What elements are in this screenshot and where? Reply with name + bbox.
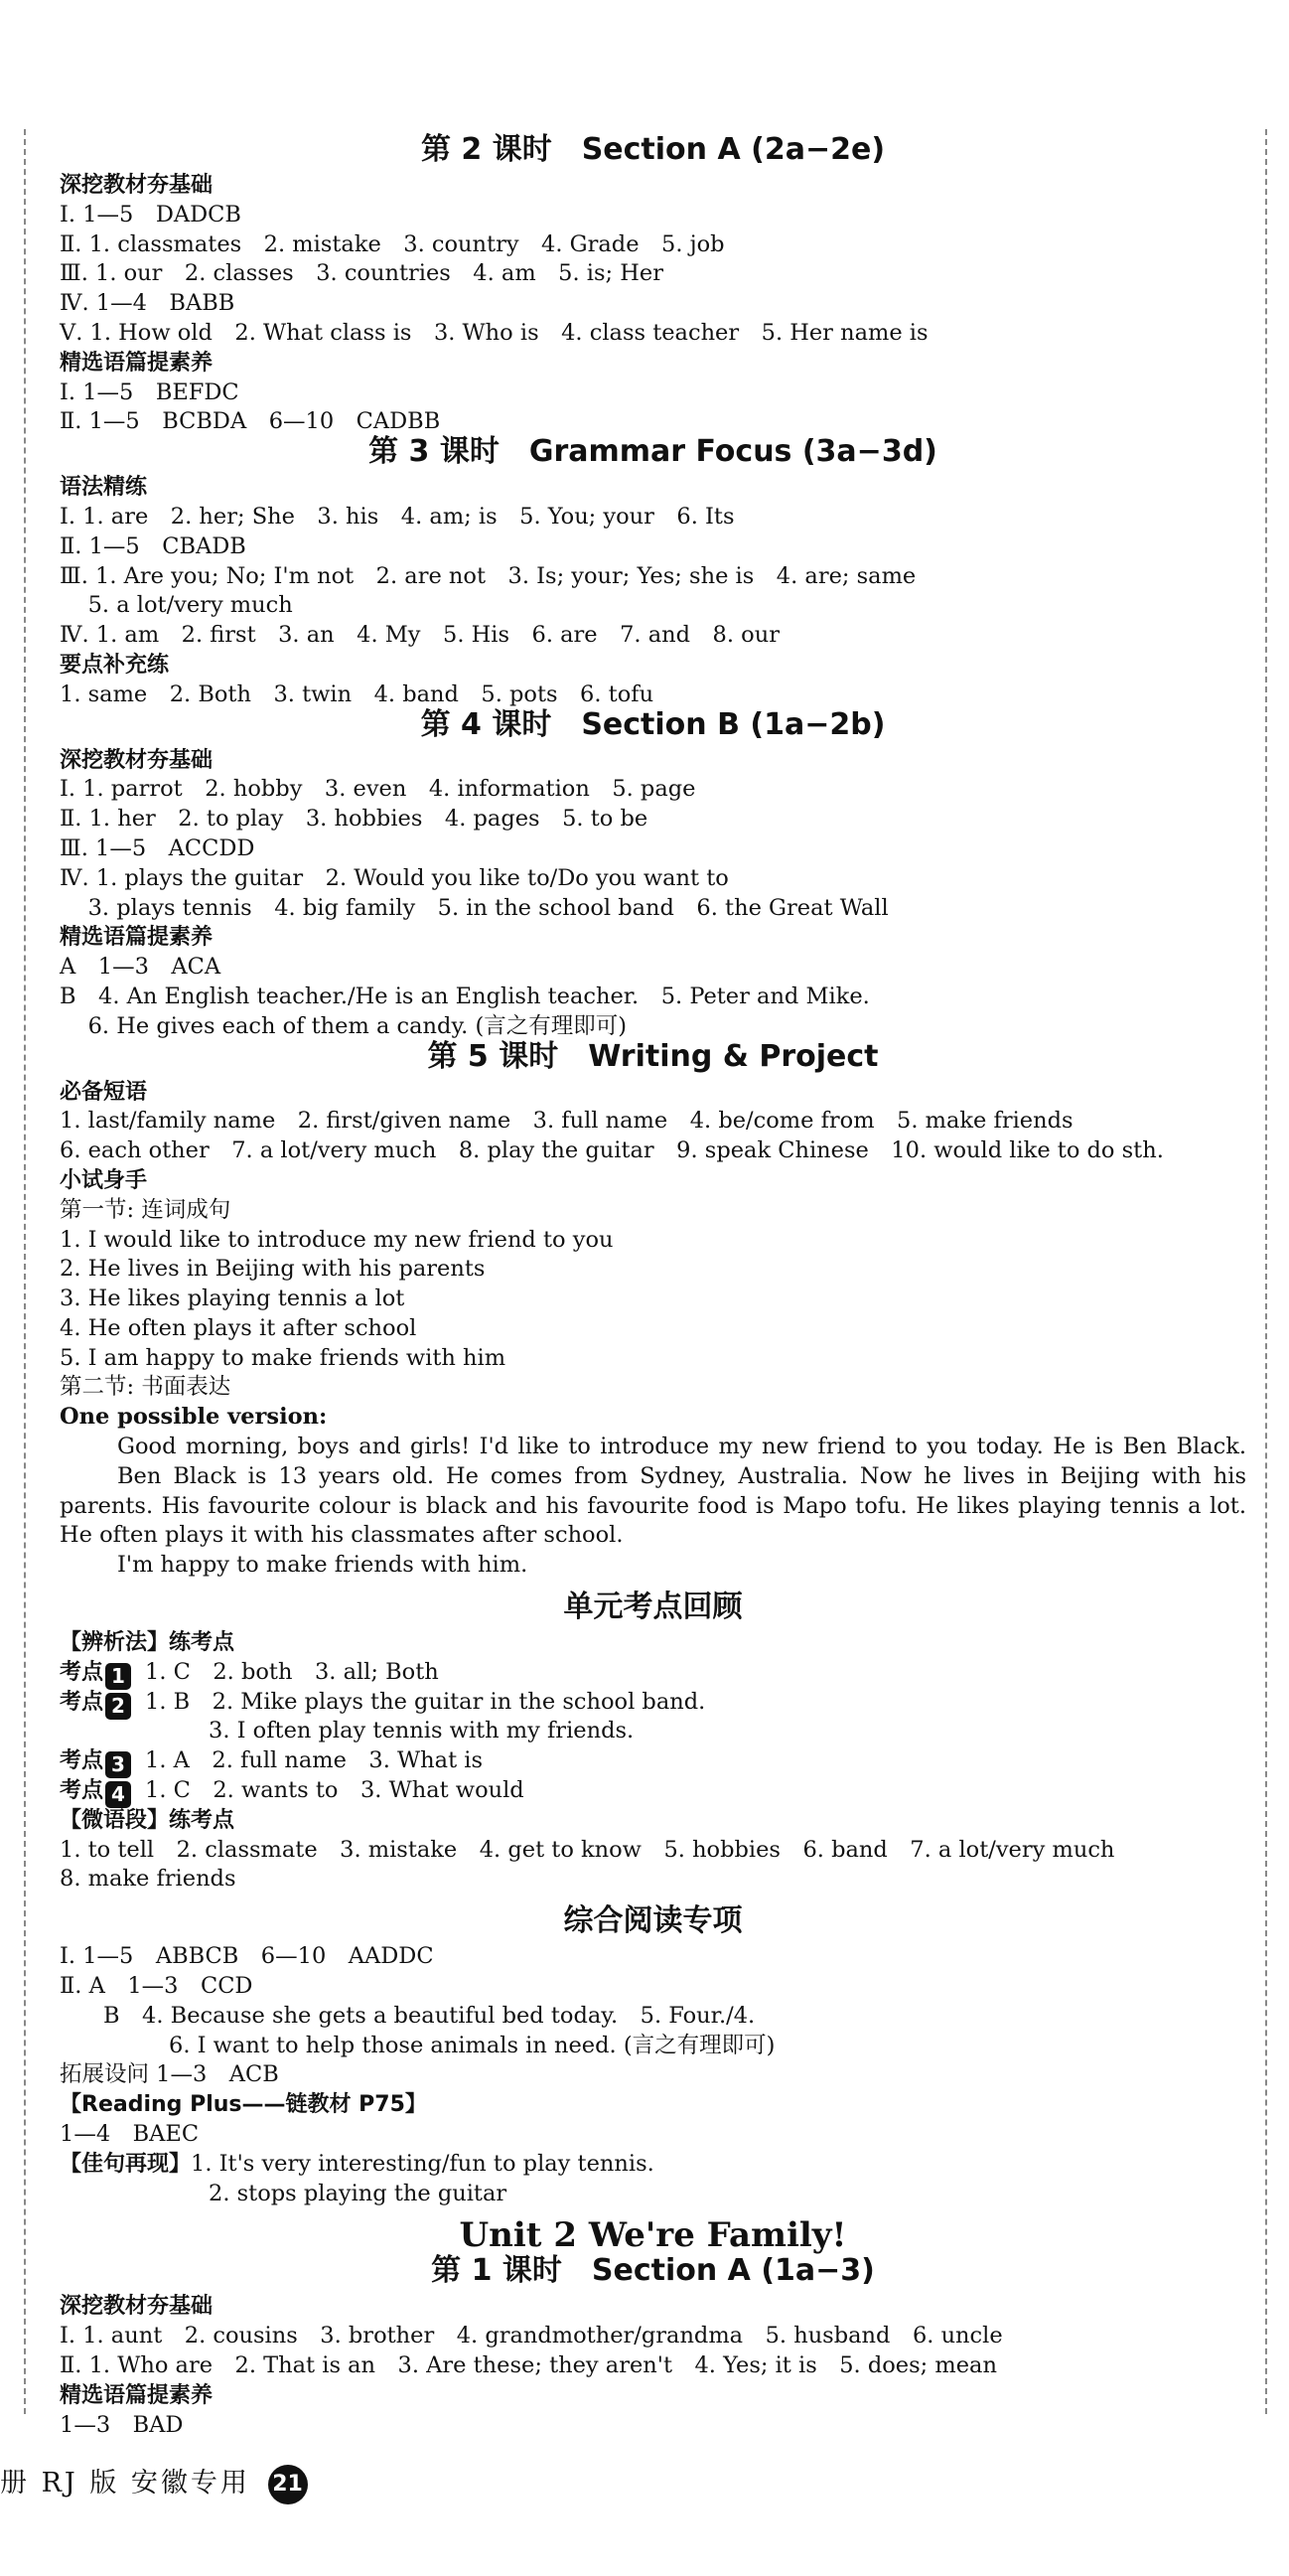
answer-line: 2. He lives in Beijing with his parents [60,1256,486,1283]
section-heading: 深挖教材夯基础 [60,2294,214,2320]
answer-line: 1—3 BAD [60,2411,184,2438]
answer-line: 6. I want to help those animals in need. (言之有理即可) [169,2032,776,2058]
answer-line: 1. I would like to introduce my new friend to you [60,1226,614,1253]
section-heading: 精选语篇提素养 [60,350,214,376]
answer-key-content [60,132,1246,2440]
answer-line: Ⅳ. 1. am 2. first 3. an 4. My 5. His 6. are 7. and 8. our [60,622,780,649]
left-dashed-margin [24,129,26,2414]
answer-line: 3. He likes playing tennis a lot [60,1286,405,1312]
kaodian-row [60,1776,1246,1806]
reading-title: 综合阅读专项 [563,1903,743,1939]
answer-line: 1. It's very interesting/fun to play tennis. [191,2150,654,2177]
answer-line: 1. C 2. wants to 3. What would [145,1777,524,1804]
section-heading: 必备短语 [60,1079,148,1105]
answer-line: 1. A 2. full name 3. What is [145,1747,484,1774]
answer-line: 1. C 2. both 3. all; Both [145,1658,439,1685]
kaodian-row [60,1688,1246,1718]
answer-line: 6. each other 7. a lot/very much 8. play the guitar 9. speak Chinese 10. would like to do sth. [60,1137,1164,1164]
section-heading: 精选语篇提素养 [60,925,214,951]
kaodian-number-badge: 2 [105,1693,131,1720]
answer-line: Ⅱ. 1. Who are 2. That is an 3. Are these; they aren't 4. Yes; it is 5. does; mean [60,2352,997,2378]
section-heading: 深挖教材夯基础 [60,173,214,198]
kaodian-label: 考点 [60,1778,104,1804]
essay-line: parents. His favourite colour is black and his favourite food is Mapo tofu. He likes playing tennis a lot. [60,1492,1246,1519]
answer-line: 1. to tell 2. classmate 3. mistake 4. get to know 5. hobbies 6. band 7. a lot/very much [60,1836,1115,1863]
kaodian-number-badge: 4 [105,1781,131,1808]
section-heading: 【辨析法】练考点 [60,1630,235,1656]
kaodian-row [60,1658,1246,1688]
essay-line: I'm happy to make friends with him. [117,1552,528,1579]
answer-line: Ⅰ. 1—5 DADCB [60,201,241,227]
answer-line: 8. make friends [60,1866,236,1893]
section-heading: 小试身手 [60,1167,148,1193]
essay-line: Ben Black is 13 years old. He comes from Sydney, Australia. Now he lives in Beijing with his [117,1462,1246,1489]
answer-line: 6. He gives each of them a candy. (言之有理即可) [60,1012,628,1039]
kaodian-number-badge: 1 [105,1663,131,1690]
page-footer [0,2464,308,2504]
lesson-title: 第 3 课时 Grammar Focus (3a−3d) [368,434,937,470]
answer-line: Ⅱ. 1—5 BCBDA 6—10 CADBB [60,408,441,435]
answer-line: Ⅱ. A 1—3 CCD [60,1973,253,2000]
answer-line: Ⅰ. 1—5 ABBCB 6—10 AADDC [60,1943,434,1970]
answer-line: 5. I am happy to make friends with him [60,1344,506,1371]
lesson-title: 第 2 课时 Section A (2a−2e) [420,132,886,167]
part-label: 第二节: 书面表达 [60,1374,231,1401]
lesson-title: 第 4 课时 Section B (1a−2b) [420,706,886,742]
kaodian-row [60,1746,1246,1776]
answer-line: 3. I often play tennis with my friends. [209,1718,635,1744]
answer-line: Ⅴ. 1. How old 2. What class is 3. Who is 4. class teacher 5. Her name is [60,319,929,346]
answer-line: B 4. Because she gets a beautiful bed today. 5. Four./4. [103,2002,756,2029]
essay-line: He often plays it with his classmates after school. [60,1522,624,1549]
kaodian-number-badge: 3 [105,1751,131,1778]
unit-title: Unit 2 We're Family! [459,2215,847,2256]
answer-line: Ⅰ. 1. aunt 2. cousins 3. brother 4. grandmother/grandma 5. husband 6. uncle [60,2323,1003,2349]
kaodian-label: 考点 [60,1748,104,1774]
answer-line: 1. B 2. Mike plays the guitar in the school band. [145,1688,706,1715]
answer-line: A 1—3 ACA [60,954,221,981]
answer-line: Ⅲ. 1. Are you; No; I'm not 2. are not 3. Is; your; Yes; she is 4. are; same [60,562,917,589]
version-label: One possible version: [60,1404,328,1431]
answer-line: B 4. An English teacher./He is an English teacher. 5. Peter and Mike. [60,983,870,1009]
answer-line: 1. same 2. Both 3. twin 4. band 5. pots 6. tofu [60,681,654,707]
section-heading: 语法精练 [60,475,148,501]
essay-line: Good morning, boys and girls! I'd like to introduce my new friend to you today. He is Ben Black. [117,1434,1246,1460]
jiaju-label: 【佳句再现】 [60,2151,192,2177]
part-label: 第一节: 连词成句 [60,1196,231,1223]
answer-line: Ⅰ. 1—5 BEFDC [60,379,239,405]
answer-line: Ⅲ. 1. our 2. classes 3. countries 4. am 5. is; Her [60,260,663,287]
footer-edition-text: 册 RJ 版 安徽专用 [0,2468,250,2499]
section-heading: 要点补充练 [60,652,170,678]
section-heading: 深挖教材夯基础 [60,747,214,773]
page-number-badge: 21 [268,2465,308,2504]
section-heading: 【微语段】练考点 [60,1807,235,1833]
reading-plus-label: 【Reading Plus——链教材 P75】 [60,2092,427,2118]
jiaju-row [60,2150,1246,2180]
answer-line: 1. last/family name 2. first/given name 3. full name 4. be/come from 5. make friends [60,1108,1074,1135]
review-title: 单元考点回顾 [563,1590,743,1625]
answer-line: 2. stops playing the guitar [209,2180,507,2206]
lesson-title: 第 5 课时 Writing & Project [427,1038,879,1074]
answer-line: 5. a lot/very much [60,592,293,619]
right-dashed-margin [1265,129,1267,2414]
answer-line: Ⅳ. 1. plays the guitar 2. Would you like to/Do you want to [60,864,729,891]
lesson-title: 第 1 课时 Section A (1a−3) [431,2253,875,2289]
answer-line: 拓展设问 1—3 ACB [60,2061,279,2088]
answer-line: Ⅰ. 1. are 2. her; She 3. his 4. am; is 5. You; your 6. Its [60,503,735,530]
section-heading: 精选语篇提素养 [60,2382,214,2408]
answer-line: 3. plays tennis 4. big family 5. in the school band 6. the Great Wall [60,894,889,921]
kaodian-label: 考点 [60,1659,104,1685]
answer-line: Ⅳ. 1—4 BABB [60,290,235,317]
answer-line: 1—4 BAEC [60,2121,200,2148]
kaodian-label: 考点 [60,1689,104,1715]
answer-line: Ⅲ. 1—5 ACCDD [60,834,255,861]
answer-line: 4. He often plays it after school [60,1314,417,1341]
answer-line: Ⅱ. 1. her 2. to play 3. hobbies 4. pages 5. to be [60,806,648,833]
answer-line: Ⅰ. 1. parrot 2. hobby 3. even 4. information 5. page [60,776,696,803]
answer-line: Ⅱ. 1—5 CBADB [60,532,246,559]
answer-line: Ⅱ. 1. classmates 2. mistake 3. country 4. Grade 5. job [60,230,725,257]
